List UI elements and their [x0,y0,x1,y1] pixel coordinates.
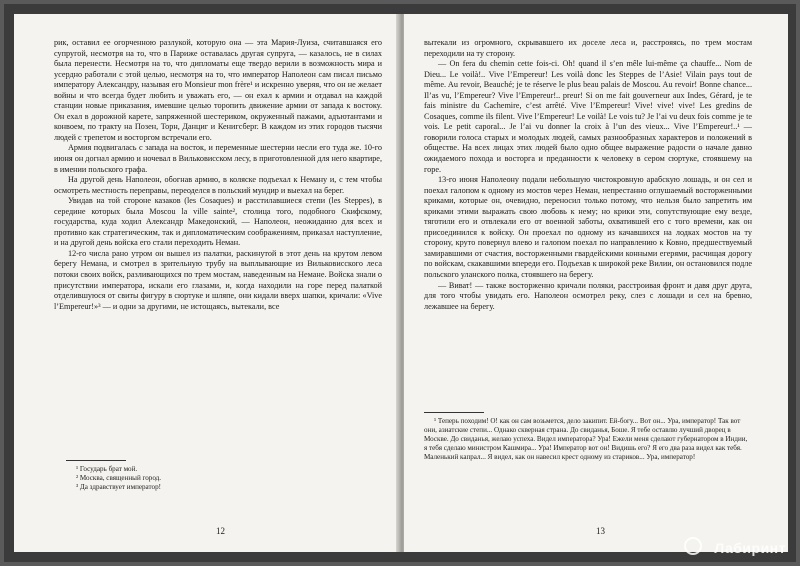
paragraph: 13-го июня Наполеону подали небольшую чистокровную арабскую лошадь, и он сел и поехал галопом к одному из мостов через Неман, непрестанно оглушаемый восторженными криками, которые он, очевидно, переносил только потому, что нельзя было запретить им криками этими выражать свою любовь к нему; но крики эти, сопутствующие ему везде, тяготили его и отвлекали его от военной заботы, охватившей его с того времени, как он присоединился к войску. Он проехал по одному из качавшихся на лодках мостов на ту сторону, круто повернул влево и галопом поехал по направлению к Ковно, предшествуемый замиравшими от счастия, восторженными гвардейскими конными егерями, расчищая дорогу по войскам, скакавшими впереди его. Подъехав к широкой реке Вилии, он остановился подле польского уланского полка, стоявшего на берегу. [424,175,752,280]
book-spread [4,4,796,562]
paragraph: рик, оставил ее огорченною разлукой, которую она — эта Мария-Луиза, считавшаяся его супругой, несмотря на то, что в Париже оставалась другая супруга, — казалось, не в силах была перенести. Несмотря на то, что дипломаты еще твердо верили в возможность мира и усердно работали с этой целью, несмотря на то, что император Наполеон сам писал письмо императору Александру, называя его Monsieur mon frère¹ и искренно уверяя, что он не желает войны и что всегда будет любить и уважать его, — он ехал к армии и отдавал на каждой станции новые приказания, имевшие целью торопить движение армии от запада к востоку. Он ехал в дорожной карете, запряженной шестериком, окруженный пажами, адъютантами и конвоем, по тракту на Позен, Торн, Данциг и Кенигсберг. В каждом из этих городов тысячи людей с трепетом и восторгом встречали его. [54,38,382,142]
paragraph: На другой день Наполеон, обогнав армию, в коляске подъехал к Неману и, с тем чтобы осмотреть местность переправы, переоделся в польский мундир и выехал на берег. [54,175,382,195]
paragraph: Увидав на той стороне казаков (les Cosaques) и расстилавшиеся степи (les Steppes), в середине которых была Moscou la ville sainte², столица того, подобного Скифскому, государства, куда ходил Александр Македонский, — Наполеон, неожиданно для всех и противно как стратегическим, так и дипломатическим соображениям, приказал наступление, и на другой день войска его стали переходить Неман. [54,196,382,248]
paragraph: вытекали из огромного, скрывавшего их доселе леса и, расстрояясь, по трем мостам переходили на ту сторону. [424,38,752,58]
paragraph: Армия подвигалась с запада на восток, и переменные шестерни несли его туда же. 10-го июня он догнал армию и ночевал в Вильковисском лесу, в приготовленной для него квартире, в имении польского графа. [54,143,382,174]
watermark-logo: Лабиринт [714,540,786,556]
labirint-logo-icon [684,537,702,555]
paragraph: — On fera du chemin cette fois-ci. Oh! quand il s’en mêle lui-même ça chauffe... Nom de Dieu... Le voilà!.. Vive l’Empereur! Les voilà donc les Steppes de l’Asie! Vilain pays tout de même. Au revoir, Beauché; je te réserve le plus beau palais de Moscou. Au revoir! Bonne chance... Il’as vu, l’Empereur? Vive l’Empereur!.. preur! Si on me fait gouverneur aux Indes, Gérard, je te fais ministre du Cachemire, c’est arrêté. Vive l’Empereur! Vive! vive! vive! Les gredins de Cosaques, comme ils filent. Vive l’Empereur! Le voilà! Le vois tu? Je l’ai vu deux fois comme je te vois. Le petit caporal... Je l’ai vu donner la croix à l’un des vieux... Vive l’Empereur!..¹ — говорили голоса старых и молодых людей, самых разнообразных характеров и положений в обществе. На всех лицах этих людей было одно общее выражение радости о начале давно ожидаемого похода и восторга и преданности к человеку в сером сюртуке, стоявшему на горе. [424,59,752,174]
paragraph: 12-го числа рано утром он вышел из палатки, раскинутой в этот день на крутом левом берегу Немана, и смотрел в зрительную трубу на выплывающие из Вильковисского леса потоки своих войск, разливающихся по трем мостам, наведенным на Немане. Войска знали о присутствии императора, искали его глазами, и, когда находили на горе перед палаткой отделившуюся от свиты фигуру в сюртуке и шляпе, они кидали вверх шапки, кричали: «Vive l’Empereur!»³ — и одни за другими, не истощаясь, вытекали, все [54,248,382,311]
footnote: ² Москва, священный город. [76,474,162,482]
right-page [404,14,788,552]
right-footnotes [424,412,752,462]
paragraph: — Виват! — также восторженно кричали поляки, расстроивая фронт и давя друг друга, для того чтобы увидать его. Наполеон осмотрел реку, слез с лошади и сел на бревно, лежавшее на берегу. [424,280,752,311]
footnote-rule [66,460,126,461]
left-page-body [54,38,382,312]
footnote-rule [424,412,484,413]
footnote: ¹ Государь брат мой. [76,465,138,473]
page-number-left: 12 [216,526,225,536]
left-page [14,14,400,552]
left-footnotes [66,460,380,492]
right-page-body [424,38,752,312]
footnote: ¹ Теперь походим! О! как он сам возьмется, дело закипит. Ей-богу... Вот он... Ура, император! Так вот они, азиатские степи... Однако скверная страна. До свиданья, Боше. Я тебе оставлю лучший дворец в Москве. До свиданья, желаю успеха. Видел императора? Ура! Ежели меня сделают губернатором в Индии, я тебя сделаю министром Кашмира... Ура! Император вот он! Видишь его? Я его два раза видел как тебя. Маленький капрал... Я видел, как он навесил крест одному из стариков... Ура, император! [424,417,748,461]
footnote: ³ Да здравствует император! [76,483,161,491]
page-number-right: 13 [596,526,605,536]
